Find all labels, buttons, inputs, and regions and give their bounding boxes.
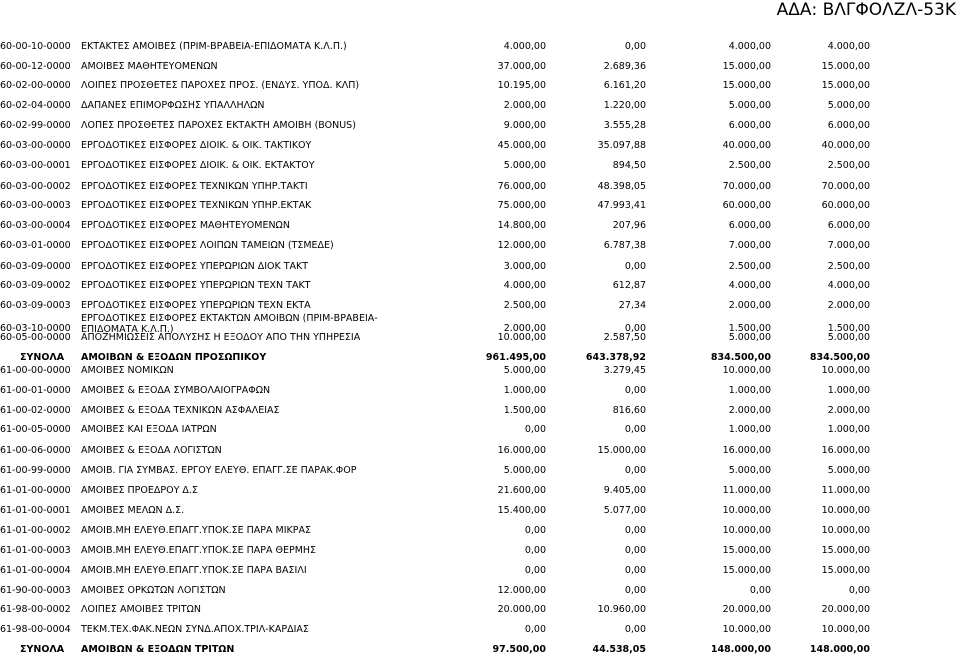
value-col-3: 10.000,00 xyxy=(722,624,771,635)
total-col-4: 834.500,00 xyxy=(809,352,870,363)
value-col-1: 1.500,00 xyxy=(503,405,546,416)
total-col-2: 44.538,05 xyxy=(592,644,646,655)
account-description: ΑΜΟΙΒ. ΓΙΑ ΣΥΜΒΑΣ. ΕΡΓΟΥ ΕΛΕΥΘ. ΕΠΑΓΓ.ΣΕ ΠΑΡΑΚ.ΦΟΡ xyxy=(81,465,357,476)
account-code: 61-00-05-0000 xyxy=(0,424,71,435)
value-col-4: 40.000,00 xyxy=(821,140,870,151)
value-col-4: 15.000,00 xyxy=(821,61,870,72)
value-col-3: 40.000,00 xyxy=(722,140,771,151)
value-col-4: 5.000,00 xyxy=(827,100,870,111)
value-col-2: 10.960,00 xyxy=(597,604,646,615)
account-code: 61-01-00-0004 xyxy=(0,565,71,576)
value-col-3: 6.000,00 xyxy=(728,120,771,131)
account-code: 61-00-02-0000 xyxy=(0,405,71,416)
value-col-1: 2.000,00 xyxy=(503,100,546,111)
value-col-2: 47.993,41 xyxy=(597,200,646,211)
account-description: ΕΡΓΟΔΟΤΙΚΕΣ ΕΙΣΦΟΡΕΣ ΤΕΧΝΙΚΩΝ ΥΠΗΡ.ΤΑΚΤΙ xyxy=(81,181,308,192)
account-code: 60-02-04-0000 xyxy=(0,100,71,111)
value-col-1: 12.000,00 xyxy=(497,585,546,596)
value-col-1: 10.000,00 xyxy=(497,332,546,343)
value-col-2: 2.587,50 xyxy=(603,332,646,343)
account-description: ΕΡΓΟΔΟΤΙΚΕΣ ΕΙΣΦΟΡΕΣ ΥΠΕΡΩΡΙΩΝ ΤΕΧΝ ΕΚΤΑ xyxy=(81,300,311,311)
value-col-3: 1.000,00 xyxy=(728,385,771,396)
value-col-1: 5.000,00 xyxy=(503,465,546,476)
account-code: 61-01-00-0002 xyxy=(0,525,71,536)
account-description: ΑΜΟΙΒ.ΜΗ ΕΛΕΥΘ.ΕΠΑΓΓ.ΥΠΟΚ.ΣΕ ΠΑΡΑ ΒΑΣΙΛΙ xyxy=(81,565,307,576)
value-col-1: 5.000,00 xyxy=(503,365,546,376)
account-description: ΑΜΟΙΒΕΣ & ΕΞΟΔΑ ΣΥΜΒΟΛΑΙΟΓΡΑΦΩΝ xyxy=(81,385,271,396)
value-col-2: 0,00 xyxy=(624,41,646,52)
account-description: ΑΜΟΙΒΕΣ ΜΕΛΩΝ Δ.Σ. xyxy=(81,505,185,516)
value-col-4: 15.000,00 xyxy=(821,545,870,556)
account-code: 61-00-01-0000 xyxy=(0,385,71,396)
account-code: 60-03-00-0002 xyxy=(0,181,71,192)
value-col-2: 1.220,00 xyxy=(603,100,646,111)
value-col-2: 207,96 xyxy=(612,220,646,231)
value-col-4: 2.500,00 xyxy=(827,160,870,171)
account-description: ΕΚΤΑΚΤΕΣ ΑΜΟΙΒΕΣ (ΠΡΙΜ-ΒΡΑΒΕΙΑ-ΕΠΙΔΟΜΑΤΑ Κ.Λ.Π.) xyxy=(81,41,347,52)
account-code: 61-01-00-0003 xyxy=(0,545,71,556)
value-col-4: 70.000,00 xyxy=(821,181,870,192)
value-col-4: 11.000,00 xyxy=(821,485,870,496)
account-code: 60-05-00-0000 xyxy=(0,332,71,343)
account-description: ΑΜΟΙΒΕΣ & ΕΞΟΔΑ ΛΟΓΙΣΤΩΝ xyxy=(81,445,222,456)
value-col-2: 6.787,38 xyxy=(603,240,646,251)
account-description: ΕΡΓΟΔΟΤΙΚΕΣ ΕΙΣΦΟΡΕΣ ΛΟΙΠΩΝ ΤΑΜΕΙΩΝ (ΤΣΜΕΔΕ) xyxy=(81,240,334,251)
value-col-2: 6.161,20 xyxy=(603,80,646,91)
value-col-1: 4.000,00 xyxy=(503,280,546,291)
account-code: 61-00-06-0000 xyxy=(0,445,71,456)
account-description: ΤΕΚΜ.ΤΕΧ.ΦΑΚ.ΝΕΩΝ ΣΥΝΔ.ΑΠΟΧ.ΤΡΙΛ-ΚΑΡΔΙΑΣ xyxy=(81,624,309,635)
value-col-3: 15.000,00 xyxy=(722,80,771,91)
value-col-1: 0,00 xyxy=(524,525,546,536)
value-col-3: 20.000,00 xyxy=(722,604,771,615)
value-col-4: 5.000,00 xyxy=(827,332,870,343)
value-col-3: 10.000,00 xyxy=(722,525,771,536)
account-description: ΕΡΓΟΔΟΤΙΚΕΣ ΕΙΣΦΟΡΕΣ ΔΙΟΙΚ. & ΟΙΚ. ΤΑΚΤΙΚΟΥ xyxy=(81,140,312,151)
value-col-4: 6.000,00 xyxy=(827,120,870,131)
value-col-4: 4.000,00 xyxy=(827,280,870,291)
value-col-3: 5.000,00 xyxy=(728,100,771,111)
value-col-4: 1.000,00 xyxy=(827,424,870,435)
value-col-4: 10.000,00 xyxy=(821,505,870,516)
value-col-1: 20.000,00 xyxy=(497,604,546,615)
total-description: ΑΜΟΙΒΩΝ & ΕΞΟΔΩΝ ΠΡΟΣΩΠΙΚΟΥ xyxy=(81,352,267,363)
value-col-1: 2.500,00 xyxy=(503,300,546,311)
account-description: ΕΡΓΟΔΟΤΙΚΕΣ ΕΙΣΦΟΡΕΣ ΥΠΕΡΩΡΙΩΝ ΔΙΟΚ ΤΑΚΤ xyxy=(81,261,309,272)
value-col-4: 1.500,00 xyxy=(827,323,870,334)
account-description: ΑΜΟΙΒΕΣ ΟΡΚΩΤΩΝ ΛΟΓΙΣΤΩΝ xyxy=(81,585,226,596)
value-col-3: 6.000,00 xyxy=(728,220,771,231)
value-col-4: 10.000,00 xyxy=(821,365,870,376)
account-description: ΑΜΟΙΒΕΣ ΝΟΜΙΚΩΝ xyxy=(81,365,174,376)
value-col-3: 15.000,00 xyxy=(722,61,771,72)
value-col-1: 2.000,00 xyxy=(503,323,546,334)
value-col-3: 4.000,00 xyxy=(728,280,771,291)
value-col-2: 2.689,36 xyxy=(603,61,646,72)
account-description: ΕΡΓΟΔΟΤΙΚΕΣ ΕΙΣΦΟΡΕΣ ΔΙΟΙΚ. & ΟΙΚ. ΕΚΤΑΚΤΟΥ xyxy=(81,160,315,171)
total-col-3: 834.500,00 xyxy=(710,352,771,363)
ada-header: ΑΔΑ: ΒΛΓΦΟΛΖΛ-53Κ xyxy=(776,0,956,20)
account-description: ΑΜΟΙΒΕΣ & ΕΞΟΔΑ ΤΕΧΝΙΚΩΝ ΑΣΦΑΛΕΙΑΣ xyxy=(81,405,280,416)
value-col-4: 0,00 xyxy=(848,585,870,596)
account-description: ΔΑΠΑΝΕΣ ΕΠΙΜΟΡΦΩΣΗΣ ΥΠΑΛΛΗΛΩΝ xyxy=(81,100,265,111)
value-col-3: 1.000,00 xyxy=(728,424,771,435)
account-code: 60-03-10-0000 xyxy=(0,323,71,334)
total-col-1: 961.495,00 xyxy=(485,352,546,363)
value-col-1: 76.000,00 xyxy=(497,181,546,192)
total-col-2: 643.378,92 xyxy=(585,352,646,363)
value-col-1: 10.195,00 xyxy=(497,80,546,91)
account-code: 60-03-00-0004 xyxy=(0,220,71,231)
value-col-2: 894,50 xyxy=(612,160,646,171)
total-col-4: 148.000,00 xyxy=(809,644,870,655)
value-col-3: 2.000,00 xyxy=(728,300,771,311)
value-col-4: 4.000,00 xyxy=(827,41,870,52)
value-col-1: 12.000,00 xyxy=(497,240,546,251)
value-col-4: 2.500,00 xyxy=(827,261,870,272)
account-description: ΛΟΙΠΕΣ ΑΜΟΙΒΕΣ ΤΡΙΤΩΝ xyxy=(81,604,201,615)
value-col-1: 1.000,00 xyxy=(503,385,546,396)
account-code: 60-03-01-0000 xyxy=(0,240,71,251)
account-description: ΑΜΟΙΒΕΣ ΚΑΙ ΕΞΟΔΑ ΙΑΤΡΩΝ xyxy=(81,424,217,435)
value-col-3: 10.000,00 xyxy=(722,505,771,516)
value-col-3: 60.000,00 xyxy=(722,200,771,211)
value-col-4: 60.000,00 xyxy=(821,200,870,211)
value-col-3: 2.500,00 xyxy=(728,160,771,171)
value-col-3: 2.000,00 xyxy=(728,405,771,416)
account-code: 60-03-00-0001 xyxy=(0,160,71,171)
value-col-3: 15.000,00 xyxy=(722,545,771,556)
value-col-2: 0,00 xyxy=(624,585,646,596)
account-description: ΛΟΠΕΣ ΠΡΟΣΘΕΤΕΣ ΠΑΡΟΧΕΣ ΕΚΤΑΚΤΗ ΑΜΟΙΒΗ (BONUS) xyxy=(81,120,356,131)
value-col-3: 0,00 xyxy=(749,585,771,596)
value-col-2: 0,00 xyxy=(624,261,646,272)
value-col-1: 21.600,00 xyxy=(497,485,546,496)
value-col-1: 5.000,00 xyxy=(503,160,546,171)
value-col-1: 0,00 xyxy=(524,545,546,556)
value-col-3: 70.000,00 xyxy=(722,181,771,192)
value-col-4: 10.000,00 xyxy=(821,525,870,536)
value-col-3: 1.500,00 xyxy=(728,323,771,334)
account-code: 60-03-09-0002 xyxy=(0,280,71,291)
value-col-3: 11.000,00 xyxy=(722,485,771,496)
account-code: 60-00-10-0000 xyxy=(0,41,71,52)
account-code: 61-01-00-0000 xyxy=(0,485,71,496)
value-col-1: 75.000,00 xyxy=(497,200,546,211)
value-col-1: 14.800,00 xyxy=(497,220,546,231)
total-col-1: 97.500,00 xyxy=(492,644,546,655)
value-col-1: 4.000,00 xyxy=(503,41,546,52)
value-col-4: 16.000,00 xyxy=(821,445,870,456)
value-col-2: 0,00 xyxy=(624,424,646,435)
value-col-1: 9.000,00 xyxy=(503,120,546,131)
value-col-1: 45.000,00 xyxy=(497,140,546,151)
account-code: 60-03-00-0000 xyxy=(0,140,71,151)
account-code: 61-98-00-0002 xyxy=(0,604,71,615)
value-col-4: 2.000,00 xyxy=(827,405,870,416)
account-code: 61-00-99-0000 xyxy=(0,465,71,476)
value-col-2: 15.000,00 xyxy=(597,445,646,456)
value-col-3: 5.000,00 xyxy=(728,332,771,343)
value-col-2: 0,00 xyxy=(624,624,646,635)
value-col-4: 6.000,00 xyxy=(827,220,870,231)
account-code: 61-98-00-0004 xyxy=(0,624,71,635)
value-col-4: 20.000,00 xyxy=(821,604,870,615)
account-description: ΑΜΟΙΒΕΣ ΠΡΟΕΔΡΟΥ Δ.Σ xyxy=(81,485,198,496)
value-col-1: 37.000,00 xyxy=(497,61,546,72)
value-col-3: 2.500,00 xyxy=(728,261,771,272)
value-col-2: 0,00 xyxy=(624,545,646,556)
value-col-2: 0,00 xyxy=(624,565,646,576)
value-col-4: 1.000,00 xyxy=(827,385,870,396)
value-col-4: 15.000,00 xyxy=(821,565,870,576)
account-description: ΛΟΙΠΕΣ ΠΡΟΣΘΕΤΕΣ ΠΑΡΟΧΕΣ ΠΡΟΣ. (ΕΝΔΥΣ. ΥΠΟΔ. ΚΛΠ) xyxy=(81,80,360,91)
value-col-4: 2.000,00 xyxy=(827,300,870,311)
value-col-3: 10.000,00 xyxy=(722,365,771,376)
value-col-1: 0,00 xyxy=(524,424,546,435)
value-col-2: 0,00 xyxy=(624,323,646,334)
account-description: ΑΠΟΖΗΜΙΩΣΕΙΣ ΑΠΟΛΥΣΗΣ Η ΕΞΟΔΟΥ ΑΠΟ ΤΗΝ ΥΠΗΡΕΣΙΑ xyxy=(81,332,361,343)
value-col-1: 0,00 xyxy=(524,565,546,576)
value-col-2: 27,34 xyxy=(618,300,646,311)
value-col-2: 0,00 xyxy=(624,385,646,396)
account-description: ΑΜΟΙΒΕΣ ΜΑΘΗΤΕΥΟΜΕΝΩΝ xyxy=(81,61,218,72)
value-col-3: 15.000,00 xyxy=(722,565,771,576)
value-col-3: 7.000,00 xyxy=(728,240,771,251)
value-col-3: 4.000,00 xyxy=(728,41,771,52)
value-col-2: 612,87 xyxy=(612,280,646,291)
value-col-2: 35.097,88 xyxy=(597,140,646,151)
account-description: ΕΡΓΟΔΟΤΙΚΕΣ ΕΙΣΦΟΡΕΣ ΤΕΧΝΙΚΩΝ ΥΠΗΡ.ΕΚΤΑΚ xyxy=(81,200,312,211)
value-col-2: 816,60 xyxy=(612,405,646,416)
total-description: ΑΜΟΙΒΩΝ & ΕΞΟΔΩΝ ΤΡΙΤΩΝ xyxy=(81,644,235,655)
value-col-2: 0,00 xyxy=(624,525,646,536)
value-col-3: 16.000,00 xyxy=(722,445,771,456)
account-description: ΑΜΟΙΒ.ΜΗ ΕΛΕΥΘ.ΕΠΑΓΓ.ΥΠΟΚ.ΣΕ ΠΑΡΑ ΜΙΚΡΑΣ xyxy=(81,525,311,536)
account-code: 60-02-99-0000 xyxy=(0,120,71,131)
value-col-1: 15.400,00 xyxy=(497,505,546,516)
account-description: ΕΡΓΟΔΟΤΙΚΕΣ ΕΙΣΦΟΡΕΣ ΜΑΘΗΤΕΥΟΜΕΝΩΝ xyxy=(81,220,290,231)
value-col-1: 16.000,00 xyxy=(497,445,546,456)
value-col-2: 3.279,45 xyxy=(603,365,646,376)
account-description: ΕΡΓΟΔΟΤΙΚΕΣ ΕΙΣΦΟΡΕΣ ΕΚΤΑΚΤΩΝ ΑΜΟΙΒΩΝ (ΠΡΙΜ-ΒΡΑΒΕΙΑ-ΕΠΙΔΟΜΑΤΑ Κ.Λ.Π.) xyxy=(81,313,378,335)
total-col-3: 148.000,00 xyxy=(710,644,771,655)
value-col-1: 0,00 xyxy=(524,624,546,635)
account-code: 61-90-00-0003 xyxy=(0,585,71,596)
value-col-3: 5.000,00 xyxy=(728,465,771,476)
value-col-2: 9.405,00 xyxy=(603,485,646,496)
account-code: 60-02-00-0000 xyxy=(0,80,71,91)
value-col-4: 7.000,00 xyxy=(827,240,870,251)
value-col-4: 15.000,00 xyxy=(821,80,870,91)
value-col-2: 3.555,28 xyxy=(603,120,646,131)
value-col-4: 10.000,00 xyxy=(821,624,870,635)
account-code: 61-00-00-0000 xyxy=(0,365,71,376)
total-label: ΣΥΝΟΛΑ xyxy=(20,352,65,363)
account-description: ΑΜΟΙΒ.ΜΗ ΕΛΕΥΘ.ΕΠΑΓΓ.ΥΠΟΚ.ΣΕ ΠΑΡΑ ΘΕΡΜΗΣ xyxy=(81,545,317,556)
account-code: 60-00-12-0000 xyxy=(0,61,71,72)
account-code: 60-03-09-0000 xyxy=(0,261,71,272)
value-col-2: 0,00 xyxy=(624,465,646,476)
account-description: ΕΡΓΟΔΟΤΙΚΕΣ ΕΙΣΦΟΡΕΣ ΥΠΕΡΩΡΙΩΝ ΤΕΧΝ ΤΑΚΤ xyxy=(81,280,311,291)
account-code: 60-03-00-0003 xyxy=(0,200,71,211)
account-code: 61-01-00-0001 xyxy=(0,505,71,516)
value-col-2: 48.398,05 xyxy=(597,181,646,192)
value-col-4: 5.000,00 xyxy=(827,465,870,476)
account-code: 60-03-09-0003 xyxy=(0,300,71,311)
total-label: ΣΥΝΟΛΑ xyxy=(20,644,65,655)
value-col-1: 3.000,00 xyxy=(503,261,546,272)
value-col-2: 5.077,00 xyxy=(603,505,646,516)
